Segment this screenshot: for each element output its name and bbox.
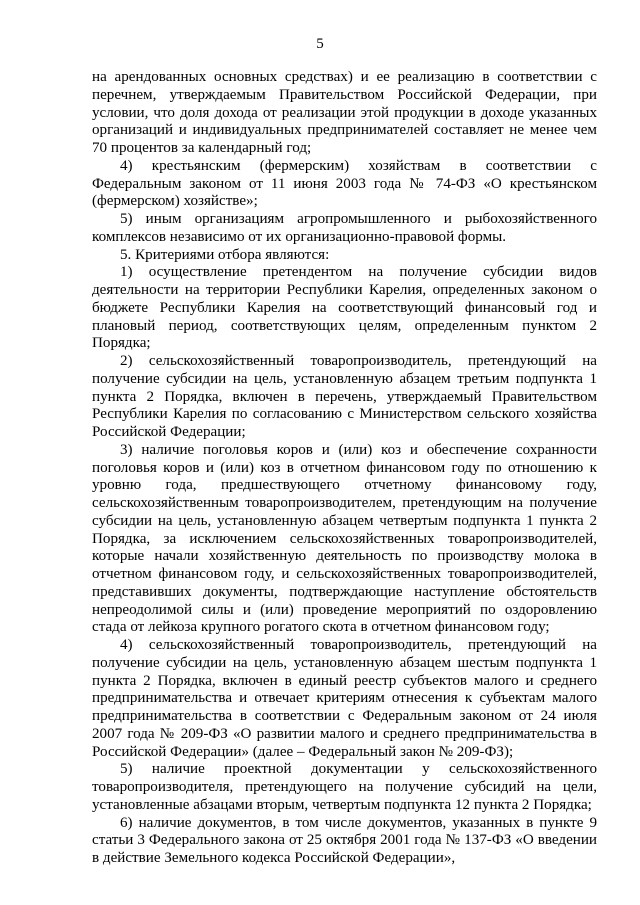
paragraph-criteria-heading: 5. Критериями отбора являются:	[120, 246, 330, 263]
document-body	[92, 69, 597, 868]
paragraph-criterion-1: 1) осуществление претендентом на получение субсидии видов деятельности на территории Республики Карелия, определенных законом о бюджете Республики Карелия на соответствующий финансовый год и плановый период, соответствующих целям, определенным пунктом 2 Порядка;	[92, 264, 597, 352]
paragraph-criterion-4: 4) сельскохозяйственный товаропроизводитель, претендующий на получение субсидии на цель, установленную абзацем шестым подпункта 1 пункта 2 Порядка, включен в единый реестр субъектов малого и среднего предпринимательства и отвечает критериям отнесения к субъектам малого предпринимательства в соответствии с Федеральным законом от 24 июля 2007 года № 209-ФЗ «О развитии малого и среднего предпринимательства в Российской Федерации» (далее – Федеральный закон № 209-ФЗ);	[92, 637, 597, 760]
paragraph-criterion-5: 5) наличие проектной документации у сельскохозяйственного товаропроизводителя, претендующего на получение субсидий на цели, установленные абзацами вторым, четвертым подпункта 12 пункта 2 Порядка;	[92, 761, 597, 813]
page-number: 5	[316, 36, 324, 52]
paragraph-criterion-6: 6) наличие документов, в том числе документов, указанных в пункте 9 статьи 3 Федерального закона от 25 октября 2001 года № 137-ФЗ «О введении в действие Земельного кодекса Российской Федерации»,	[92, 814, 597, 866]
paragraph-continuation: на арендованных основных средствах) и ее реализацию в соответствии с перечнем, утверждаемым Правительством Российской Федерации, при условии, что доля дохода от реализации этой продукции в доходе указанных организаций и индивидуальных предпринимателей составляет не менее чем 70 процентов за календарный год;	[92, 69, 597, 156]
paragraph-criterion-3: 3) наличие поголовья коров и (или) коз и обеспечение сохранности поголовья коров и (или) коз в отчетном финансовом году по отношению к уровню года, предшествующего отчетному финансовому году, сельскохозяйственным товаропроизводителем, претендующим на получение субсидии на цель, установленную абзацем четвертым подпункта 1 пункта 2 Порядка, за исключением сельскохозяйственных товаропроизводителей, которые начали хозяйственную деятельность по производству молока в отчетном финансовом году, и сельскохозяйственных товаропроизводителей, представивших документы, подтверждающие наступление обстоятельств непреодолимой силы и (или) проведение мероприятий по оздоровлению стада от лейкоза крупного рогатого скота в отчетном финансовом году;	[92, 441, 597, 636]
paragraph-item-4-farms: 4) крестьянским (фермерским) хозяйствам в соответствии с Федеральным законом от 11 июня 2003 года № 74-ФЗ «О крестьянском (фермерском) хозяйстве»;	[92, 157, 597, 210]
paragraph-criterion-2: 2) сельскохозяйственный товаропроизводитель, претендующий на получение субсидии на цель, установленную абзацем третьим подпункта 1 пункта 2 Порядка, включен в перечень, утверждаемый Правительством Республики Карелия по согласованию с Министерством сельского хозяйства Российской Федерации;	[92, 353, 597, 440]
paragraph-item-5-other-orgs: 5) иным организациям агропромышленного и рыбохозяйственного комплексов независимо от их организационно-правовой формы.	[92, 211, 597, 245]
